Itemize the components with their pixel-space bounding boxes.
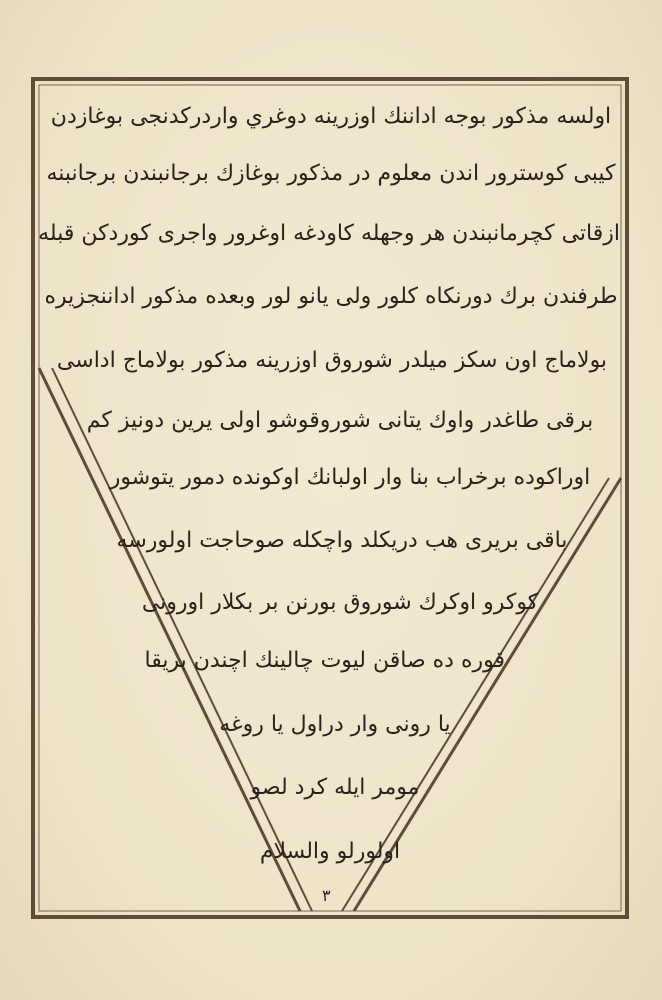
left-diagonal-rule xyxy=(39,368,300,911)
text-line: كيبى كوسترور اندن معلوم در مذكور بوغازك برجانبندن برجانبنه xyxy=(46,161,616,186)
text-line: قوره ده صاقن ليوت چالينك اچندن بريقا xyxy=(144,648,505,673)
text-line: اولورلو والسلام xyxy=(259,839,401,864)
text-line: اولسه مذكور بوجه اداننك اوزرينه دوغري واردركدنجى بوغازدن xyxy=(50,104,612,129)
text-line: باقى بريرى هب دريكلد واچكله صوحاجت اولورسه xyxy=(116,528,568,553)
text-line: يا رونى وار دراول يا روغه xyxy=(219,712,451,737)
text-line: برقى طاغدر واوك يتانى شوروقوشو اولى يرين دونيز كم xyxy=(86,408,594,433)
text-line: اوراكوده برخراب بنا وار اولبانك اوكونده دمور يتوشور xyxy=(109,465,591,490)
text-line: طرفندن برك دورنكاه كلور ولى يانو لور وبعده مذكور اداننجزيره xyxy=(44,284,618,309)
text-line: كوكرو اوكرك شوروق بورنن بر بكلار اورونى xyxy=(141,590,539,615)
folio-mark: ٣ xyxy=(322,886,331,905)
text-line: بولاماج اون سكز ميلدر شوروق اوزرينه مذكور بولاماج اداسى xyxy=(56,348,608,373)
left-diagonal-rule-inner xyxy=(52,368,312,911)
text-line: ازقاتى كچرمانبندن هر وجهله كاودغه اوغرور واجرى كوردكن قبله xyxy=(38,221,620,246)
text-line: مومر ايله كرد لصو xyxy=(250,775,420,800)
